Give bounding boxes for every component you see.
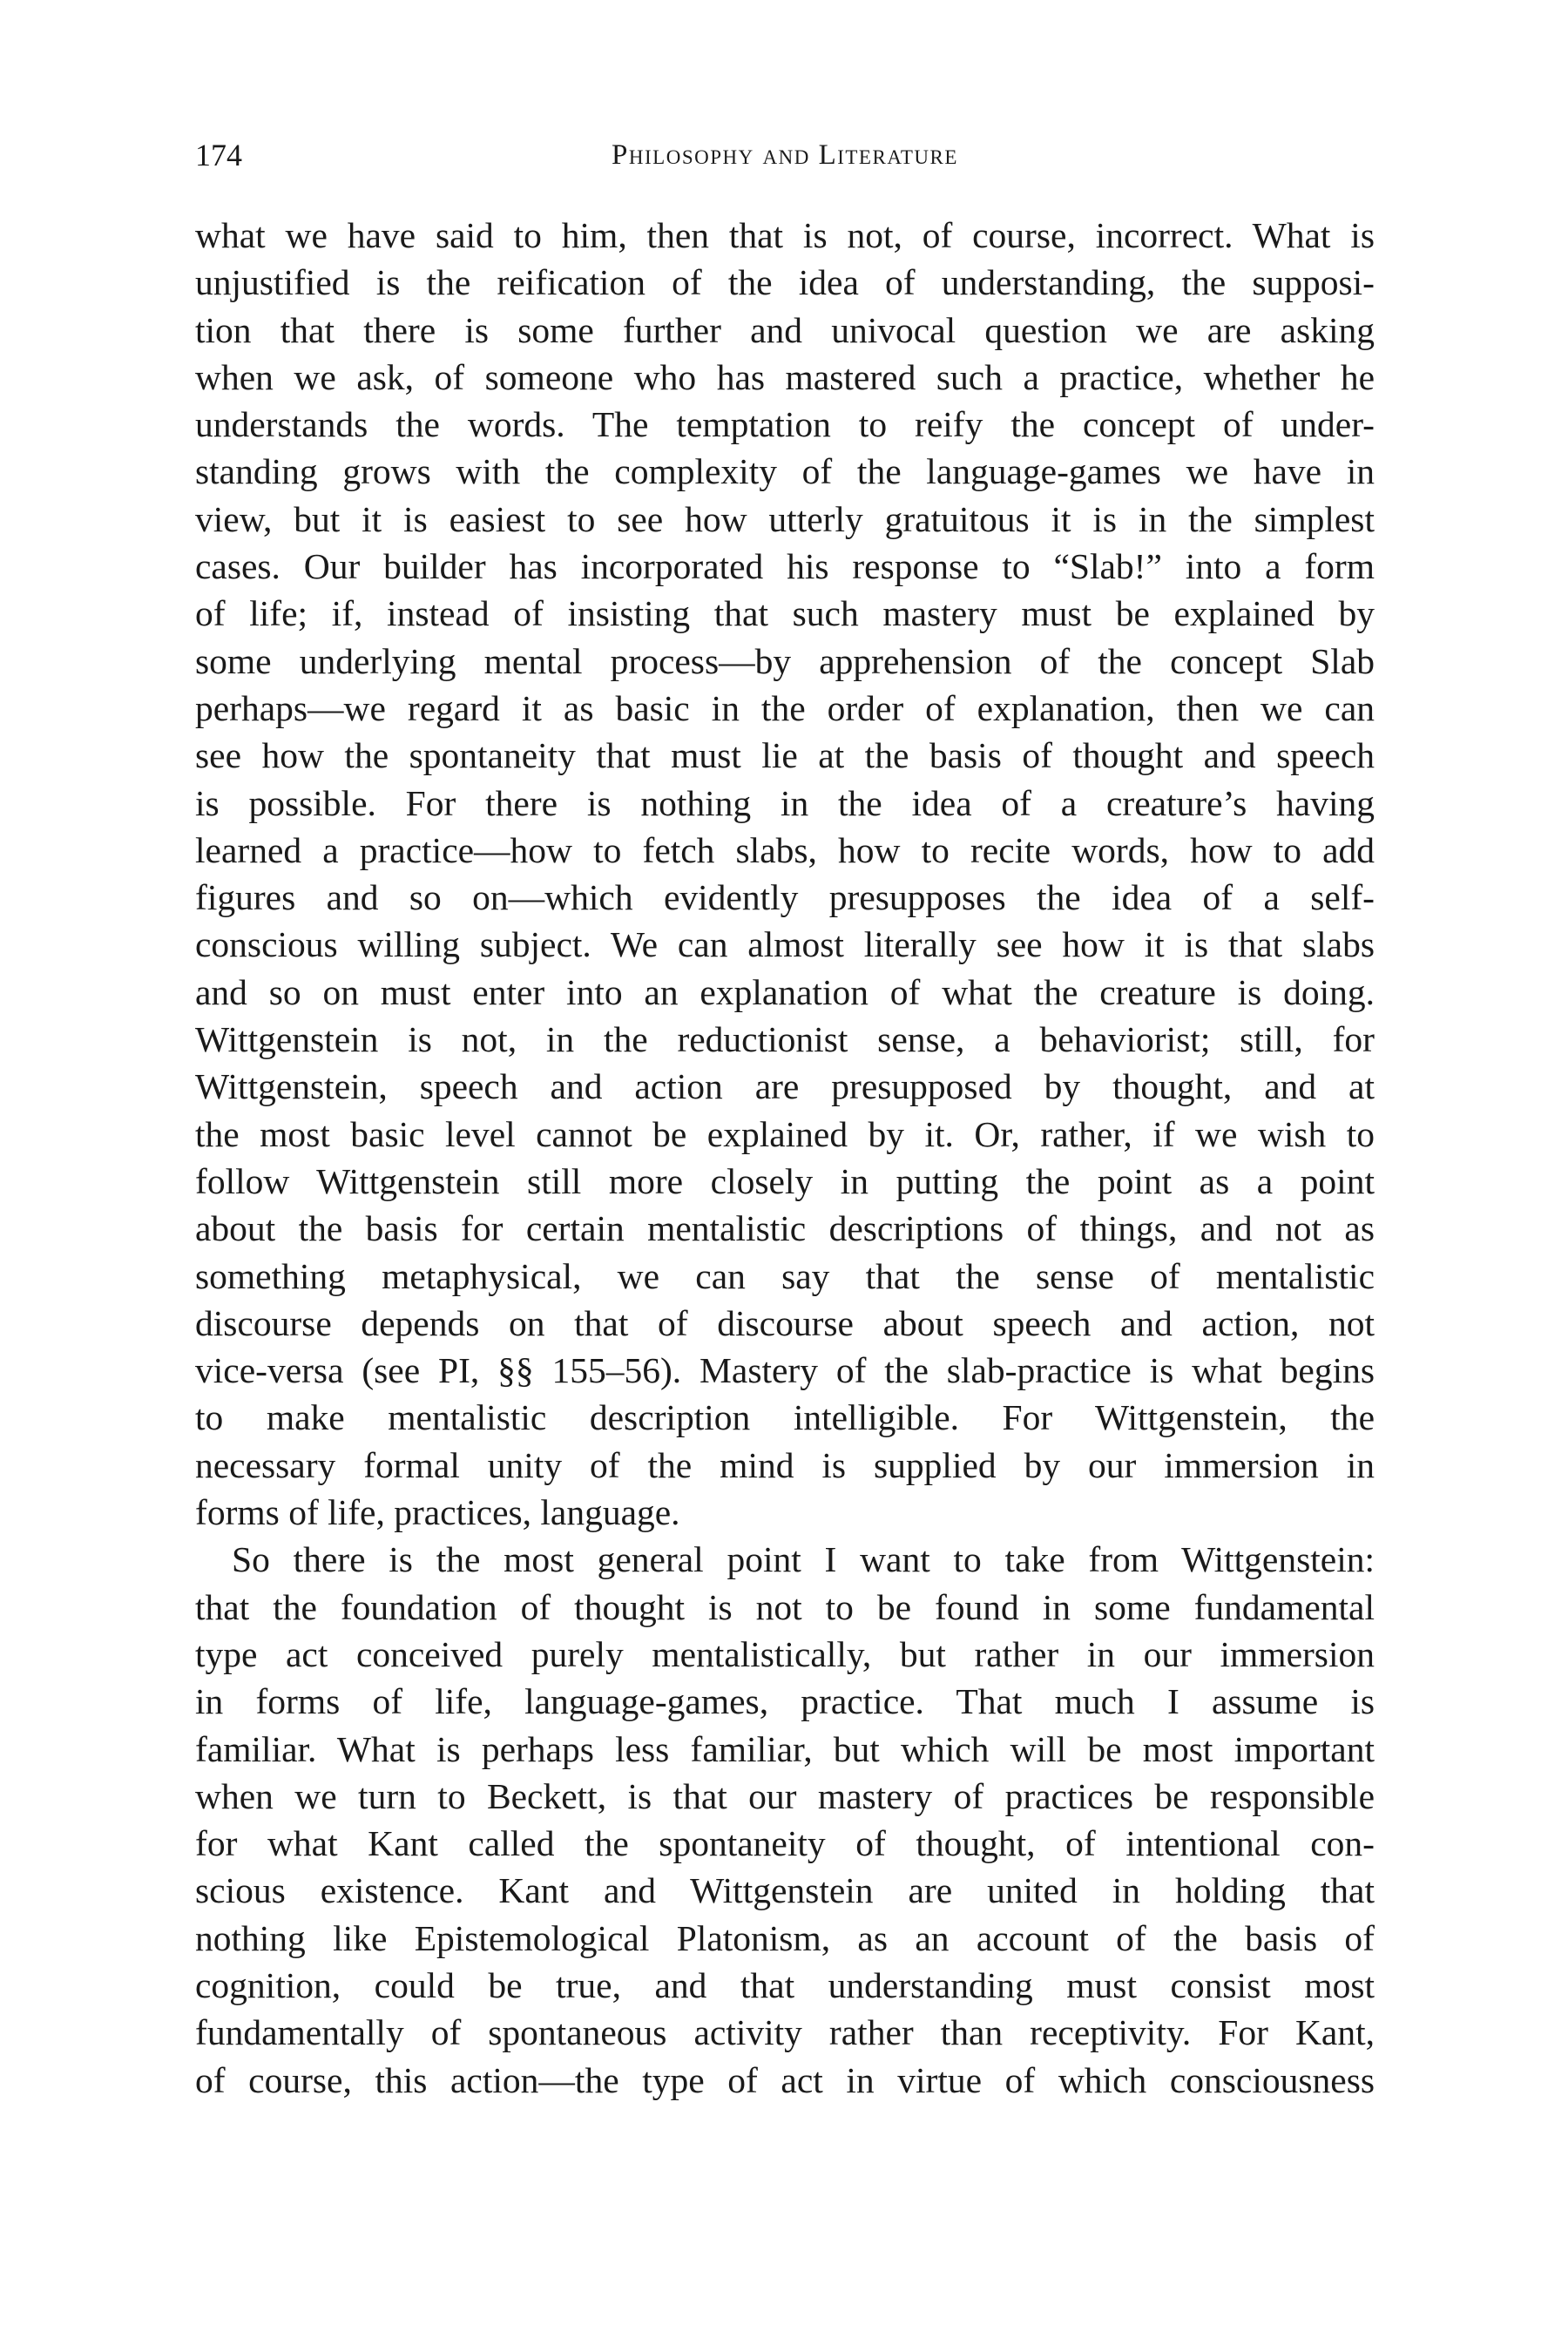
text-line: cognition, could be true, and that understanding must consist most: [195, 1964, 1375, 2005]
text-line: perhaps—we regard it as basic in the order of explanation, then we can: [195, 687, 1375, 728]
text-line: when we turn to Beckett, is that our mastery of practices be responsible: [195, 1775, 1375, 1816]
running-head: [195, 134, 1375, 183]
text-line: Wittgenstein is not, in the reductionist sense, a behaviorist; still, for: [195, 1019, 1375, 1060]
text-line: for what Kant called the spontaneity of thought, of intentional con-: [195, 1823, 1375, 1864]
text-line: see how the spontaneity that must lie at the basis of thought and speech: [195, 735, 1375, 776]
text-line: understands the words. The temptation to reify the concept of under-: [195, 404, 1375, 445]
text-line: about the basis for certain mentalistic descriptions of things, and not as: [195, 1208, 1375, 1249]
text-line: familiar. What is perhaps less familiar, but which will be most important: [195, 1728, 1375, 1769]
text-line: that the foundation of thought is not to be found in some fundamental: [195, 1586, 1375, 1627]
text-line: necessary formal unity of the mind is supplied by our immersion in: [195, 1444, 1375, 1485]
text-line: So there is the most general point I want to take from Wittgenstein:: [232, 1539, 1375, 1580]
text-line: fundamentally of spontaneous activity rather than receptivity. For Kant,: [195, 2012, 1375, 2053]
text-line: the most basic level cannot be explained by it. Or, rather, if we wish to: [195, 1113, 1375, 1154]
text-line: what we have said to him, then that is not, of course, incorrect. What is: [195, 215, 1375, 255]
text-line: Wittgenstein, speech and action are presupposed by thought, and at: [195, 1066, 1375, 1107]
text-line: in forms of life, language-games, practice. That much I assume is: [195, 1681, 1375, 1722]
text-line: something metaphysical, we can say that the sense of mentalistic: [195, 1255, 1375, 1296]
text-line: figures and so on—which evidently presupposes the idea of a self-: [195, 877, 1375, 918]
text-line: standing grows with the complexity of the language-games we have in: [195, 451, 1375, 492]
text-line: follow Wittgenstein still more closely in putting the point as a point: [195, 1160, 1375, 1201]
text-line: vice-versa (see PI, §§ 155–56). Mastery of the slab-practice is what begins: [195, 1350, 1375, 1391]
text-line: some underlying mental process—by apprehension of the concept Slab: [195, 640, 1375, 681]
text-line: and so on must enter into an explanation of what the creature is doing.: [195, 971, 1375, 1012]
text-line: forms of life, practices, language.: [195, 1492, 680, 1533]
page-number: 174: [195, 138, 242, 172]
text-line: view, but it is easiest to see how utterly gratuitous it is in the simplest: [195, 498, 1375, 539]
text-line: cases. Our builder has incorporated his response to “Slab!” into a form: [195, 546, 1375, 587]
text-line: to make mentalistic description intelligible. For Wittgenstein, the: [195, 1397, 1375, 1438]
text-line: discourse depends on that of discourse about speech and action, not: [195, 1302, 1375, 1343]
text-line: tion that there is some further and univocal question we are asking: [195, 309, 1375, 350]
text-line: is possible. For there is nothing in the idea of a creature’s having: [195, 782, 1375, 823]
text-line: type act conceived purely mentalistically, but rather in our immersion: [195, 1633, 1375, 1674]
text-line: nothing like Epistemological Platonism, as an account of the basis of: [195, 1917, 1375, 1958]
text-line: learned a practice—how to fetch slabs, how to recite words, how to add: [195, 829, 1375, 870]
running-title: Philosophy and Literature: [612, 139, 958, 171]
text-line: scious existence. Kant and Wittgenstein are united in holding that: [195, 1870, 1375, 1911]
text-line: when we ask, of someone who has mastered such a practice, whether he: [195, 356, 1375, 397]
body-text: [195, 212, 1375, 2104]
text-line: of course, this action—the type of act in virtue of which consciousness: [195, 2059, 1375, 2100]
text-line: conscious willing subject. We can almost literally see how it is that slabs: [195, 924, 1375, 965]
text-line: of life; if, instead of insisting that such mastery must be explained by: [195, 593, 1375, 634]
text-line: unjustified is the reification of the idea of understanding, the supposi-: [195, 262, 1375, 303]
